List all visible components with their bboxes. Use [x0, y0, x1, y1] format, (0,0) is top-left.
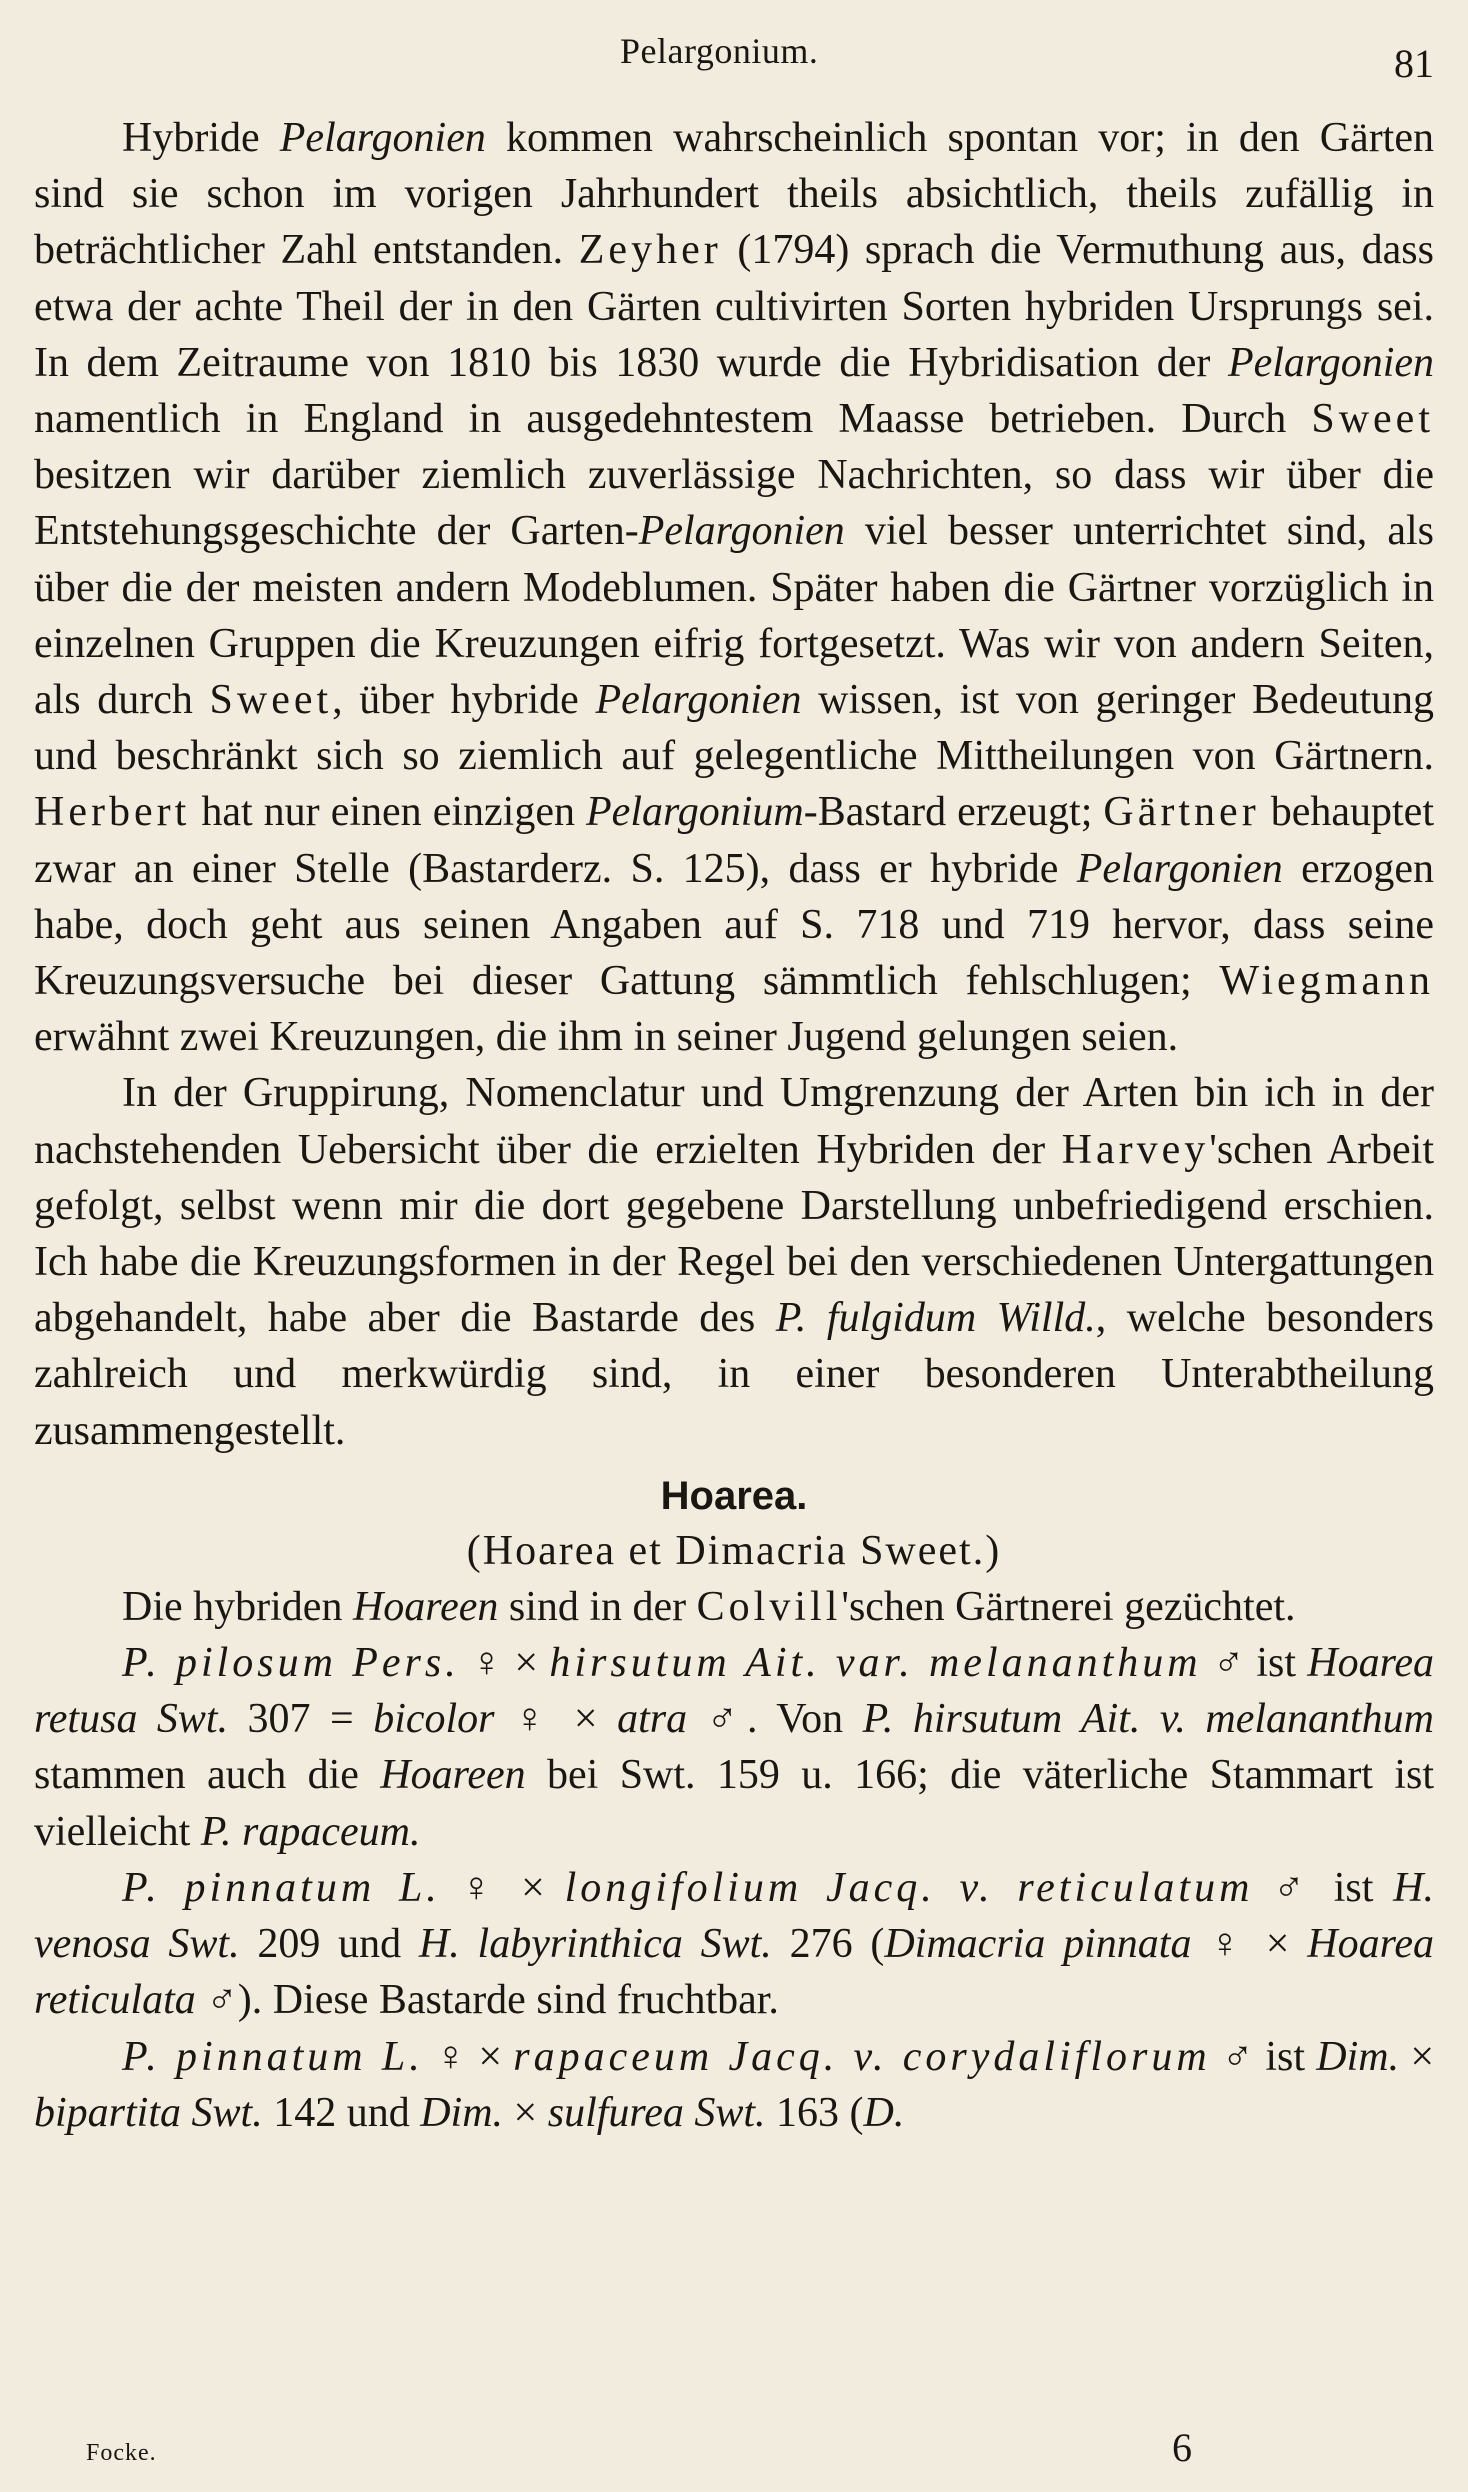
text-run: namentlich in England in ausgedehntestem Maasse betrieben. Durch: [34, 396, 1312, 443]
cross-symbol: ♀ ×: [440, 1864, 565, 1911]
italic-text: P. pilosum Pers.: [122, 1640, 460, 1687]
italic-text: rapaceum Jacq. v. corydaliflorum: [513, 2033, 1211, 2080]
text-run: ist: [1256, 1640, 1308, 1687]
italic-text: Dim.: [420, 2089, 504, 2136]
author-name: Colvill: [696, 1583, 842, 1630]
page-number: 81: [1394, 41, 1434, 86]
italic-text: bipartita Swt.: [34, 2089, 263, 2136]
italic-text: D.: [863, 2089, 905, 2136]
text-run: besitzen wir darüber ziemlich zuverlässige Nachrichten, so dass wir über die Entstehungsgeschichte der Garten-: [34, 452, 1434, 555]
cross-symbol: ♂: [1253, 1864, 1334, 1911]
italic-text: H. venosa Swt.: [34, 1864, 1435, 1968]
italic-text: Pelargonium: [586, 789, 804, 836]
sheet-number: 6: [1172, 2425, 1192, 2470]
cross-symbol: ♀ ×: [1191, 1921, 1308, 1968]
italic-text: P. rapaceum.: [200, 1808, 421, 1855]
author-name: Gärtner: [1103, 789, 1260, 836]
text-run: ist: [1265, 2033, 1317, 2080]
italic-text: Pelargonien: [279, 115, 486, 161]
cross-symbol: ♂: [1210, 2033, 1266, 2080]
author-name: Herbert: [34, 789, 191, 836]
italic-text: atra: [617, 1696, 688, 1743]
cross-symbol: ♂: [1201, 1640, 1257, 1687]
hybrid-entry: [34, 1635, 1434, 1860]
cross-symbol: ×: [1399, 2033, 1434, 2080]
text-run: 163 (: [765, 2089, 864, 2136]
text-run: Die hybriden: [122, 1583, 353, 1630]
text-run: 209 und: [239, 1921, 419, 1968]
cross-symbol: ♀ ×: [423, 2033, 514, 2080]
text-run: 276 (: [771, 1921, 885, 1968]
cross-symbol: ×: [503, 2089, 548, 2136]
author-name: Zeyher: [578, 227, 722, 274]
author-name: Sweet: [209, 677, 333, 724]
printer-signature: Focke.: [86, 2440, 157, 2466]
italic-text: Hoareen: [380, 1752, 526, 1799]
page-header: [0, 22, 1468, 86]
italic-text: Pelargonien: [638, 508, 845, 555]
italic-text: P. pinnatum L.: [122, 1864, 441, 1911]
italic-text: Hoarea reticulata: [34, 1921, 1435, 2024]
italic-text: Pelargonien: [1076, 845, 1283, 892]
text-run: Diese Bastarde sind fruchtbar.: [272, 1977, 779, 2024]
text-run: kommen wahrscheinlich spontan vor; in den Gärten sind sie schon im vorigen Jahrhundert theils absichtlich, theils zufällig in beträchtlicher Zahl entstanden.: [34, 115, 1434, 274]
body-text: [34, 110, 1434, 2141]
text-run: bei Swt. 159 u. 166; die väterliche Stammart ist vielleicht: [34, 1752, 1434, 1855]
section-subheading: (Hoarea et Dimacria Sweet.): [466, 1527, 1002, 1574]
italic-text: Pelargonien: [595, 677, 802, 724]
text-run: , welche besonders zahlreich und merkwürdig sind, in einer besonderen Unterabtheilung zusammengestellt.: [34, 1295, 1434, 1454]
text-run: 142 und: [262, 2089, 421, 2136]
italic-text: sulfurea Swt.: [547, 2089, 766, 2136]
italic-text: Dim.: [1316, 2033, 1400, 2080]
italic-text: P. pinnatum L.: [122, 2033, 424, 2080]
cross-symbol: ♂).: [195, 1977, 273, 2024]
text-run: 'schen Arbeit gefolgt, selbst wenn mir die dort gegebene Darstellung unbefriedigend erschien. Ich habe die Kreuzungsformen in der Regel bei den verschiedenen Untergattungen abgehandelt, habe aber die Bastarde des: [34, 1126, 1434, 1342]
section-heading: Hoarea.: [660, 1473, 808, 1518]
text-run: 'schen Gärtnerei gezüchtet.: [841, 1583, 1296, 1630]
author-name: Harvey: [1061, 1126, 1210, 1173]
text-run: -Bastard erzeugt;: [803, 789, 1104, 836]
paragraph: [34, 1065, 1434, 1458]
text-run: erwähnt zwei Kreuzungen, die ihm in seiner Jugend gelungen seien.: [34, 1014, 1179, 1061]
italic-text: P. fulgidum Willd.: [775, 1295, 1096, 1342]
paragraph: [34, 1579, 1434, 1635]
text-run: (1794) sprach die Vermuthung aus, dass etwa der achte Theil der in den Gärten cultivirten Sorten hybriden Ursprungs sei. In dem Zeitraume von 1810 bis 1830 wurde die Hybridisation der: [34, 227, 1434, 386]
text-run: wissen, ist von geringer Bedeutung und beschränkt sich so ziemlich auf gelegentliche Mittheilungen von Gärtnern.: [34, 677, 1434, 780]
author-name: Sweet: [1311, 396, 1434, 443]
cross-symbol: ♂.: [687, 1696, 777, 1743]
text-run: Hybride: [122, 115, 280, 161]
italic-text: bicolor: [373, 1696, 495, 1743]
italic-text: Hoarea retusa Swt.: [34, 1640, 1434, 1743]
paragraph: [34, 110, 1434, 1065]
italic-text: hirsutum Ait. var. melananthum: [549, 1640, 1202, 1687]
hybrid-entry: [34, 2029, 1434, 2141]
text-run: viel besser unterrichtet sind, als über die der meisten andern Modeblumen. Später haben die Gärtner vorzüglich in einzelnen Gruppen die Kreuzungen eifrig fortgesetzt. Was wir von andern Seiten, als durch: [34, 508, 1434, 724]
cross-symbol: ♀ ×: [494, 1696, 618, 1743]
hybrid-entry: [34, 1860, 1434, 2029]
text-run: Von: [776, 1696, 863, 1743]
italic-text: P. hirsutum Ait. v. melananthum: [862, 1696, 1435, 1743]
text-run: hat nur einen einzigen: [190, 789, 587, 836]
text-run: behauptet zwar an einer Stelle (Bastarderz. S. 125), dass er hybride: [34, 789, 1434, 892]
text-run: ist: [1333, 1864, 1394, 1911]
text-run: stammen auch die: [34, 1752, 381, 1799]
cross-symbol: ♀ ×: [459, 1640, 550, 1687]
italic-text: longifolium Jacq. v. reticulatum: [564, 1864, 1254, 1911]
italic-text: Dimacria pinnata: [884, 1921, 1192, 1968]
text-run: In der Gruppirung, Nomenclatur und Umgrenzung der Arten bin ich in der nachstehenden Uebersicht über die erzielten Hybriden der: [34, 1070, 1434, 1173]
running-title: Pelargonium.: [620, 31, 819, 71]
author-name: Wiegmann: [1219, 958, 1434, 1005]
text-run: , über hybride: [332, 677, 596, 724]
italic-text: Pelargonien: [1227, 339, 1434, 386]
italic-text: Hoareen: [352, 1583, 499, 1630]
text-run: 307 =: [228, 1696, 374, 1743]
text-run: sind in der: [498, 1583, 697, 1630]
text-run: erzogen habe, doch geht aus seinen Angaben auf S. 718 und 719 hervor, dass seine Kreuzungsversuche bei dieser Gattung sämmtlich fehlschlugen;: [34, 845, 1434, 1005]
italic-text: H. labyrinthica Swt.: [418, 1921, 772, 1968]
page-footer: [0, 2420, 1468, 2470]
